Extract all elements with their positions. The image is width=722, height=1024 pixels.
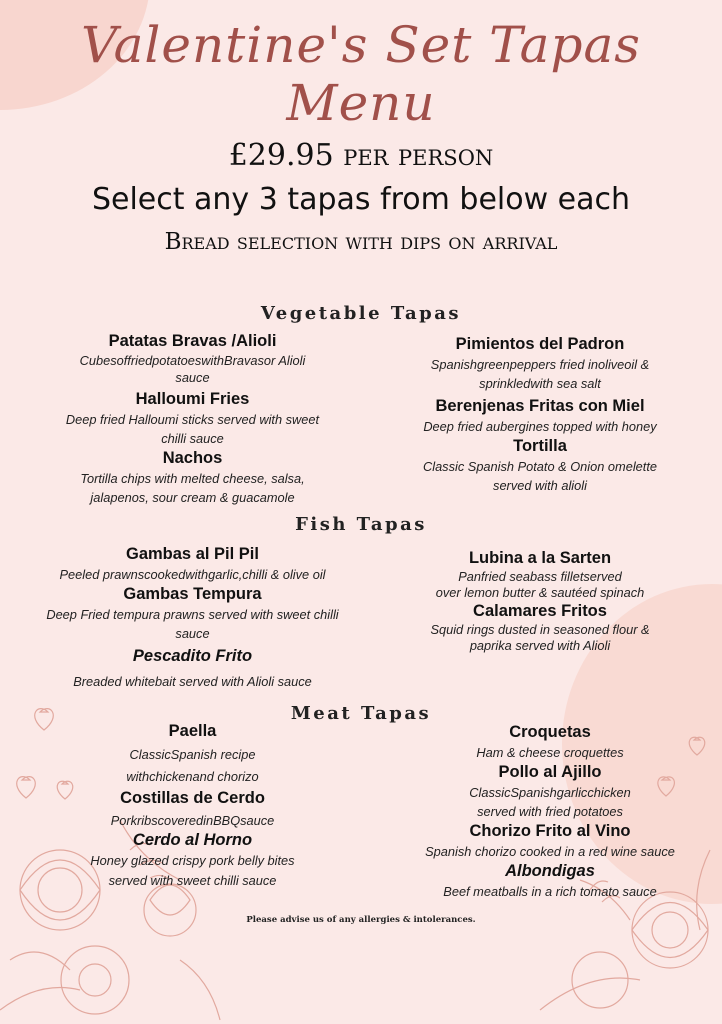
item-description: ClassicSpanish recipe withchickenand chorizo bbox=[126, 747, 259, 784]
item-name: Paella bbox=[168, 722, 217, 740]
menu-item bbox=[40, 544, 345, 584]
bread-note: Bread selection with dips on arrival bbox=[164, 229, 558, 255]
fish-right-column bbox=[390, 548, 690, 654]
meat-right-column bbox=[400, 722, 700, 901]
allergy-notice: Please advise us of any allergies & intolerances. bbox=[246, 915, 476, 925]
item-name: Cerdo al Horno bbox=[132, 831, 253, 849]
item-name: Gambas al Pil Pil bbox=[126, 545, 259, 563]
menu-item bbox=[390, 396, 690, 436]
item-description: Deep Fried tempura prawns served with sweet chilli sauce bbox=[46, 607, 339, 641]
menu-item bbox=[390, 436, 690, 495]
vegetable-left-column bbox=[40, 331, 345, 507]
price-per-person: £29.95 per person bbox=[228, 138, 494, 173]
menu-item bbox=[40, 646, 345, 691]
item-name: Nachos bbox=[162, 449, 223, 467]
menu-item bbox=[40, 788, 345, 830]
menu-item bbox=[40, 721, 345, 788]
menu-item bbox=[390, 334, 690, 393]
item-description: Spanish chorizo cooked in a red wine sauce bbox=[425, 844, 675, 859]
item-description: CubesoffriedpotatoeswithBravasor Alioli sauce bbox=[79, 353, 306, 385]
selection-instruction: Select any 3 tapas from below each bbox=[91, 182, 631, 217]
item-description: Peeled prawnscookedwithgarlic,chilli & olive oil bbox=[59, 567, 326, 582]
menu-item bbox=[400, 861, 700, 901]
item-name: Calamares Fritos bbox=[473, 602, 607, 620]
item-description: Honey glazed crispy pork belly bites served with sweet chilli sauce bbox=[90, 853, 295, 888]
menu-item bbox=[390, 601, 690, 654]
item-name: Albondigas bbox=[505, 862, 595, 880]
item-name: Pimientos del Padron bbox=[455, 335, 625, 353]
menu-item bbox=[400, 722, 700, 762]
menu-item bbox=[400, 762, 700, 821]
meat-left-column bbox=[40, 721, 345, 891]
item-description: Classic Spanish Potato & Onion omelette served with alioli bbox=[422, 459, 658, 493]
menu-item bbox=[40, 830, 345, 891]
vegetable-right-column bbox=[390, 334, 690, 495]
menu-item bbox=[390, 548, 690, 601]
menu-item bbox=[40, 389, 345, 448]
item-description: Deep fried aubergines topped with honey bbox=[423, 419, 657, 434]
menu-item bbox=[400, 821, 700, 861]
section-heading-fish: Fish Tapas bbox=[295, 514, 427, 535]
item-description: Panfried seabass filletserved over lemon butter & sautéed spinach bbox=[435, 569, 645, 600]
item-name: Gambas Tempura bbox=[123, 585, 262, 603]
section-heading-meat: Meat Tapas bbox=[290, 703, 432, 724]
menu-title: Valentine's Set Tapas Menu bbox=[81, 16, 641, 132]
item-description: Tortilla chips with melted cheese, salsa, jalapenos, sour cream & guacamole bbox=[80, 471, 305, 505]
item-name: Lubina a la Sarten bbox=[468, 549, 612, 567]
item-description: Deep fried Halloumi sticks served with sweet chilli sauce bbox=[65, 412, 320, 446]
item-description: ClassicSpanishgarlicchicken served with fried potatoes bbox=[469, 785, 631, 819]
item-name: Costillas de Cerdo bbox=[120, 789, 265, 807]
item-name: Halloumi Fries bbox=[135, 390, 250, 408]
item-description: Breaded whitebait served with Alioli sauce bbox=[73, 674, 312, 689]
item-description: Spanishgreenpeppers fried inoliveoil & sprinkledwith sea salt bbox=[430, 357, 650, 391]
item-description: Squid rings dusted in seasoned flour & paprika served with Alioli bbox=[430, 622, 650, 653]
menu-item bbox=[40, 448, 345, 507]
item-name: Berenjenas Fritas con Miel bbox=[435, 397, 645, 415]
item-name: Tortilla bbox=[513, 437, 567, 455]
item-name: Pollo al Ajillo bbox=[498, 763, 602, 781]
fish-left-column bbox=[40, 544, 345, 691]
item-description: Ham & cheese croquettes bbox=[476, 745, 624, 760]
menu-item bbox=[40, 331, 345, 386]
item-description: Beef meatballs in a rich tomato sauce bbox=[443, 884, 657, 899]
item-name: Chorizo Frito al Vino bbox=[469, 822, 631, 840]
menu-item bbox=[40, 584, 345, 643]
item-name: Pescadito Frito bbox=[132, 647, 253, 665]
item-description: PorkribscoveredinBBQsauce bbox=[110, 813, 275, 828]
item-name: Croquetas bbox=[509, 723, 591, 741]
section-heading-vegetable: Vegetable Tapas bbox=[260, 303, 462, 324]
item-name: Patatas Bravas /Alioli bbox=[108, 332, 277, 350]
